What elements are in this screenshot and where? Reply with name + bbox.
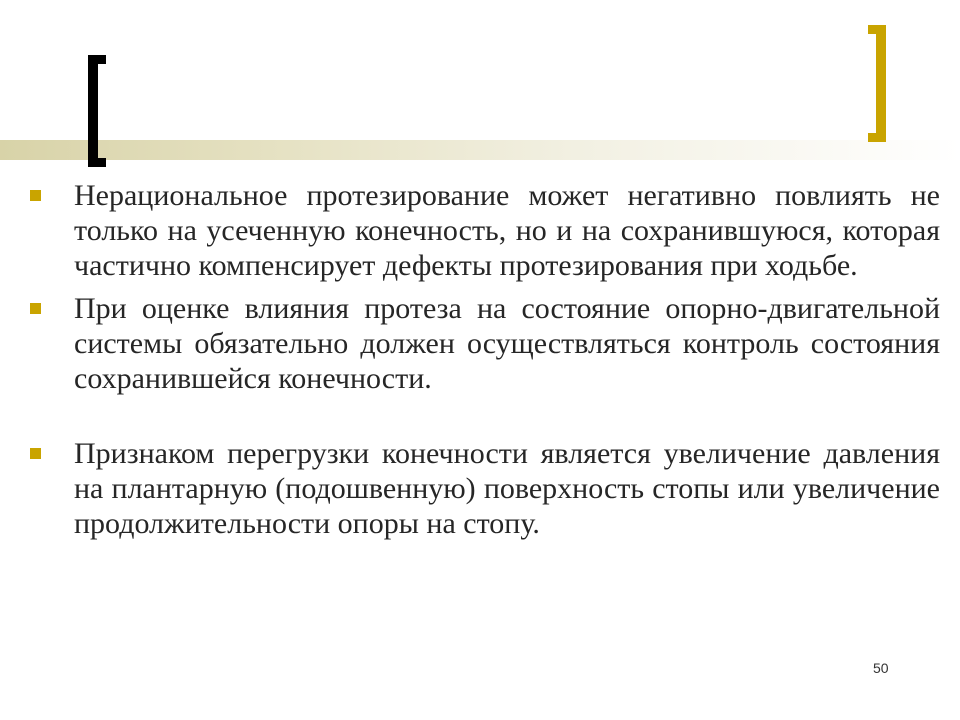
- square-bullet-icon: [30, 448, 41, 459]
- bullet-item: [30, 178, 940, 283]
- page-number: 50: [873, 660, 889, 676]
- bullet-item: [30, 436, 940, 541]
- slide-content: [30, 178, 940, 541]
- right-bracket-decoration: [868, 25, 886, 142]
- bullet-text: При оценке влияния протеза на состояние опорно-двигательной системы обязательно должен осуществляться контроль состояния сохранившейся конечности.: [74, 292, 940, 395]
- header-gradient-bar: [0, 140, 960, 160]
- bullet-item: [30, 291, 940, 396]
- bullet-text: Признаком перегрузки конечности является увеличение давления на плантарную (подошвенную) поверхность стопы или увеличение продолжительности опоры на стопу.: [74, 437, 940, 540]
- square-bullet-icon: [30, 190, 41, 201]
- left-bracket-decoration: [88, 55, 106, 167]
- bullet-text: Нерациональное протезирование может негативно повлиять не только на усеченную конечность, но и на сохранившуюся, которая частично компенсирует дефекты протезирования при ходьбе.: [74, 179, 940, 282]
- square-bullet-icon: [30, 303, 41, 314]
